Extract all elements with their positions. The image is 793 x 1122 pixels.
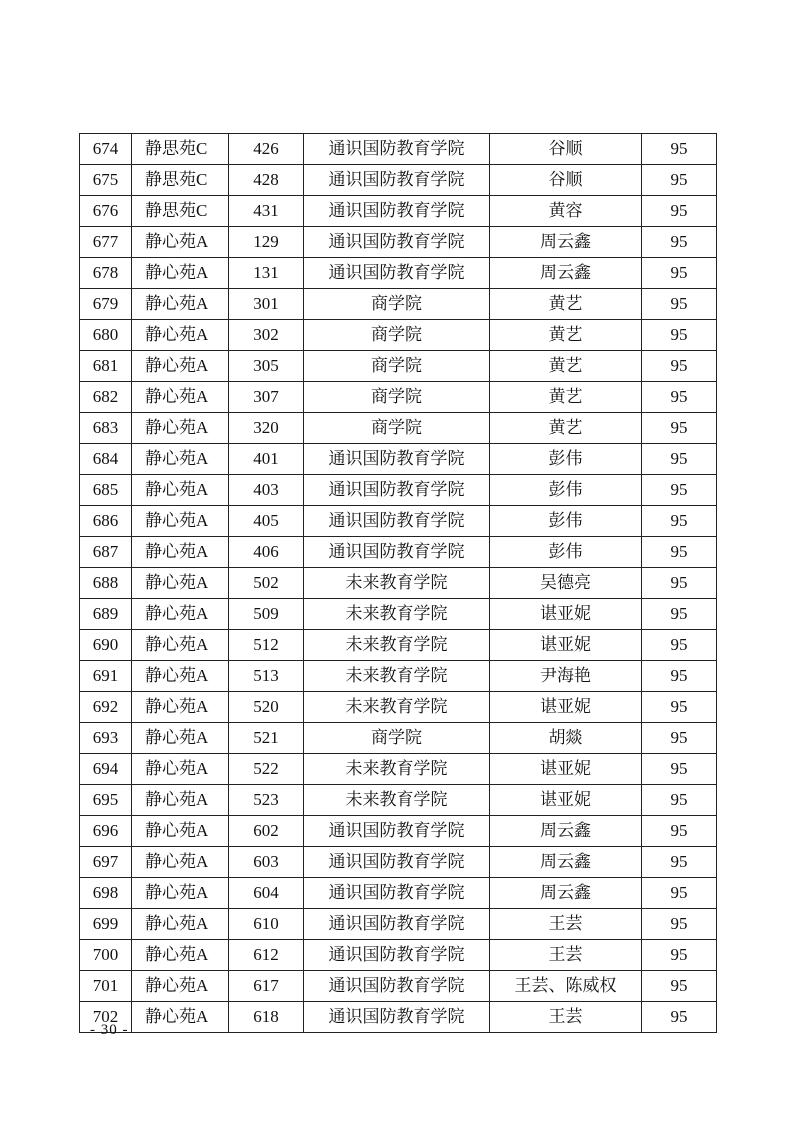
score-cell: 95 [642,785,717,816]
room-cell: 520 [229,692,304,723]
person-cell: 谌亚妮 [490,754,642,785]
row-number-cell: 690 [80,630,132,661]
score-cell: 95 [642,568,717,599]
building-cell: 静心苑A [132,475,229,506]
row-number-cell: 687 [80,537,132,568]
person-cell: 黄艺 [490,413,642,444]
table-row [80,909,717,940]
room-cell: 502 [229,568,304,599]
person-cell: 谌亚妮 [490,630,642,661]
college-cell: 通识国防教育学院 [304,165,490,196]
row-number-cell: 692 [80,692,132,723]
table-row [80,661,717,692]
person-cell: 吴德亮 [490,568,642,599]
college-cell: 商学院 [304,289,490,320]
person-cell: 胡燚 [490,723,642,754]
room-cell: 302 [229,320,304,351]
college-cell: 通识国防教育学院 [304,258,490,289]
building-cell: 静心苑A [132,754,229,785]
room-cell: 131 [229,258,304,289]
row-number-cell: 676 [80,196,132,227]
room-cell: 405 [229,506,304,537]
row-number-cell: 693 [80,723,132,754]
college-cell: 通识国防教育学院 [304,847,490,878]
row-number-cell: 681 [80,351,132,382]
score-cell: 95 [642,754,717,785]
row-number-cell: 679 [80,289,132,320]
college-cell: 通识国防教育学院 [304,475,490,506]
person-cell: 周云鑫 [490,816,642,847]
building-cell: 静心苑A [132,289,229,320]
building-cell: 静心苑A [132,971,229,1002]
person-cell: 王芸 [490,940,642,971]
person-cell: 谌亚妮 [490,785,642,816]
college-cell: 未来教育学院 [304,630,490,661]
row-number-cell: 685 [80,475,132,506]
dorm-score-table [79,133,717,1033]
table-row [80,134,717,165]
building-cell: 静心苑A [132,413,229,444]
table-row [80,692,717,723]
table-row [80,568,717,599]
row-number-cell: 674 [80,134,132,165]
college-cell: 通识国防教育学院 [304,816,490,847]
table-row [80,351,717,382]
building-cell: 静心苑A [132,227,229,258]
college-cell: 通识国防教育学院 [304,227,490,258]
score-cell: 95 [642,537,717,568]
row-number-cell: 683 [80,413,132,444]
dorm-table-body [80,134,717,1033]
building-cell: 静思苑C [132,196,229,227]
person-cell: 尹海艳 [490,661,642,692]
college-cell: 商学院 [304,320,490,351]
person-cell: 王芸、陈威权 [490,971,642,1002]
table-row [80,971,717,1002]
table-row [80,289,717,320]
row-number-cell: 688 [80,568,132,599]
room-cell: 426 [229,134,304,165]
college-cell: 通识国防教育学院 [304,134,490,165]
person-cell: 彭伟 [490,506,642,537]
college-cell: 未来教育学院 [304,661,490,692]
table-row [80,630,717,661]
table-row [80,196,717,227]
room-cell: 523 [229,785,304,816]
table-row [80,227,717,258]
table-row [80,258,717,289]
person-cell: 谷顺 [490,165,642,196]
room-cell: 401 [229,444,304,475]
room-cell: 522 [229,754,304,785]
person-cell: 谷顺 [490,134,642,165]
college-cell: 未来教育学院 [304,692,490,723]
score-cell: 95 [642,165,717,196]
building-cell: 静心苑A [132,351,229,382]
building-cell: 静心苑A [132,382,229,413]
row-number-cell: 682 [80,382,132,413]
person-cell: 王芸 [490,909,642,940]
room-cell: 513 [229,661,304,692]
row-number-cell: 702 [80,1002,132,1033]
table-row [80,940,717,971]
score-cell: 95 [642,506,717,537]
room-cell: 602 [229,816,304,847]
row-number-cell: 694 [80,754,132,785]
college-cell: 未来教育学院 [304,599,490,630]
room-cell: 521 [229,723,304,754]
person-cell: 周云鑫 [490,258,642,289]
person-cell: 周云鑫 [490,878,642,909]
building-cell: 静心苑A [132,785,229,816]
building-cell: 静心苑A [132,661,229,692]
building-cell: 静心苑A [132,909,229,940]
table-row [80,847,717,878]
room-cell: 406 [229,537,304,568]
table-row [80,475,717,506]
score-cell: 95 [642,940,717,971]
score-cell: 95 [642,258,717,289]
table-row [80,165,717,196]
college-cell: 通识国防教育学院 [304,909,490,940]
room-cell: 603 [229,847,304,878]
college-cell: 通识国防教育学院 [304,1002,490,1033]
college-cell: 商学院 [304,723,490,754]
row-number-cell: 695 [80,785,132,816]
room-cell: 431 [229,196,304,227]
college-cell: 未来教育学院 [304,754,490,785]
row-number-cell: 696 [80,816,132,847]
person-cell: 彭伟 [490,444,642,475]
college-cell: 商学院 [304,351,490,382]
building-cell: 静心苑A [132,847,229,878]
score-cell: 95 [642,196,717,227]
building-cell: 静心苑A [132,692,229,723]
score-cell: 95 [642,475,717,506]
room-cell: 428 [229,165,304,196]
building-cell: 静思苑C [132,134,229,165]
college-cell: 通识国防教育学院 [304,940,490,971]
college-cell: 通识国防教育学院 [304,537,490,568]
room-cell: 301 [229,289,304,320]
room-cell: 129 [229,227,304,258]
person-cell: 彭伟 [490,475,642,506]
person-cell: 彭伟 [490,537,642,568]
score-cell: 95 [642,351,717,382]
college-cell: 通识国防教育学院 [304,971,490,1002]
score-cell: 95 [642,661,717,692]
building-cell: 静心苑A [132,537,229,568]
score-cell: 95 [642,444,717,475]
row-number-cell: 697 [80,847,132,878]
row-number-cell: 677 [80,227,132,258]
building-cell: 静心苑A [132,723,229,754]
score-cell: 95 [642,909,717,940]
room-cell: 618 [229,1002,304,1033]
score-cell: 95 [642,289,717,320]
table-row [80,537,717,568]
room-cell: 307 [229,382,304,413]
score-cell: 95 [642,599,717,630]
building-cell: 静心苑A [132,940,229,971]
room-cell: 509 [229,599,304,630]
score-cell: 95 [642,816,717,847]
table-row [80,754,717,785]
table-row [80,723,717,754]
score-cell: 95 [642,227,717,258]
building-cell: 静心苑A [132,1002,229,1033]
building-cell: 静心苑A [132,258,229,289]
page-number: - 30 - [90,1022,129,1038]
score-cell: 95 [642,692,717,723]
college-cell: 商学院 [304,382,490,413]
table-row [80,599,717,630]
person-cell: 王芸 [490,1002,642,1033]
room-cell: 512 [229,630,304,661]
row-number-cell: 684 [80,444,132,475]
person-cell: 黄艺 [490,382,642,413]
building-cell: 静心苑A [132,568,229,599]
room-cell: 305 [229,351,304,382]
score-cell: 95 [642,134,717,165]
room-cell: 612 [229,940,304,971]
row-number-cell: 691 [80,661,132,692]
building-cell: 静思苑C [132,165,229,196]
row-number-cell: 689 [80,599,132,630]
table-row [80,816,717,847]
person-cell: 谌亚妮 [490,599,642,630]
score-cell: 95 [642,723,717,754]
row-number-cell: 699 [80,909,132,940]
row-number-cell: 698 [80,878,132,909]
room-cell: 320 [229,413,304,444]
table-row [80,444,717,475]
room-cell: 617 [229,971,304,1002]
building-cell: 静心苑A [132,320,229,351]
college-cell: 通识国防教育学院 [304,444,490,475]
college-cell: 通识国防教育学院 [304,506,490,537]
table-row [80,506,717,537]
person-cell: 黄艺 [490,289,642,320]
row-number-cell: 678 [80,258,132,289]
person-cell: 黄容 [490,196,642,227]
score-cell: 95 [642,382,717,413]
row-number-cell: 680 [80,320,132,351]
table-row [80,785,717,816]
room-cell: 610 [229,909,304,940]
room-cell: 604 [229,878,304,909]
person-cell: 黄艺 [490,320,642,351]
building-cell: 静心苑A [132,444,229,475]
row-number-cell: 701 [80,971,132,1002]
person-cell: 周云鑫 [490,227,642,258]
table-row [80,382,717,413]
score-cell: 95 [642,1002,717,1033]
college-cell: 商学院 [304,413,490,444]
row-number-cell: 675 [80,165,132,196]
building-cell: 静心苑A [132,816,229,847]
building-cell: 静心苑A [132,506,229,537]
score-cell: 95 [642,971,717,1002]
score-cell: 95 [642,847,717,878]
table-row [80,878,717,909]
row-number-cell: 700 [80,940,132,971]
table-row [80,413,717,444]
college-cell: 通识国防教育学院 [304,196,490,227]
score-cell: 95 [642,630,717,661]
table-row [80,1002,717,1033]
college-cell: 未来教育学院 [304,568,490,599]
building-cell: 静心苑A [132,878,229,909]
building-cell: 静心苑A [132,630,229,661]
building-cell: 静心苑A [132,599,229,630]
person-cell: 周云鑫 [490,847,642,878]
college-cell: 通识国防教育学院 [304,878,490,909]
person-cell: 黄艺 [490,351,642,382]
table-row [80,320,717,351]
room-cell: 403 [229,475,304,506]
person-cell: 谌亚妮 [490,692,642,723]
score-cell: 95 [642,413,717,444]
college-cell: 未来教育学院 [304,785,490,816]
score-cell: 95 [642,320,717,351]
row-number-cell: 686 [80,506,132,537]
score-cell: 95 [642,878,717,909]
